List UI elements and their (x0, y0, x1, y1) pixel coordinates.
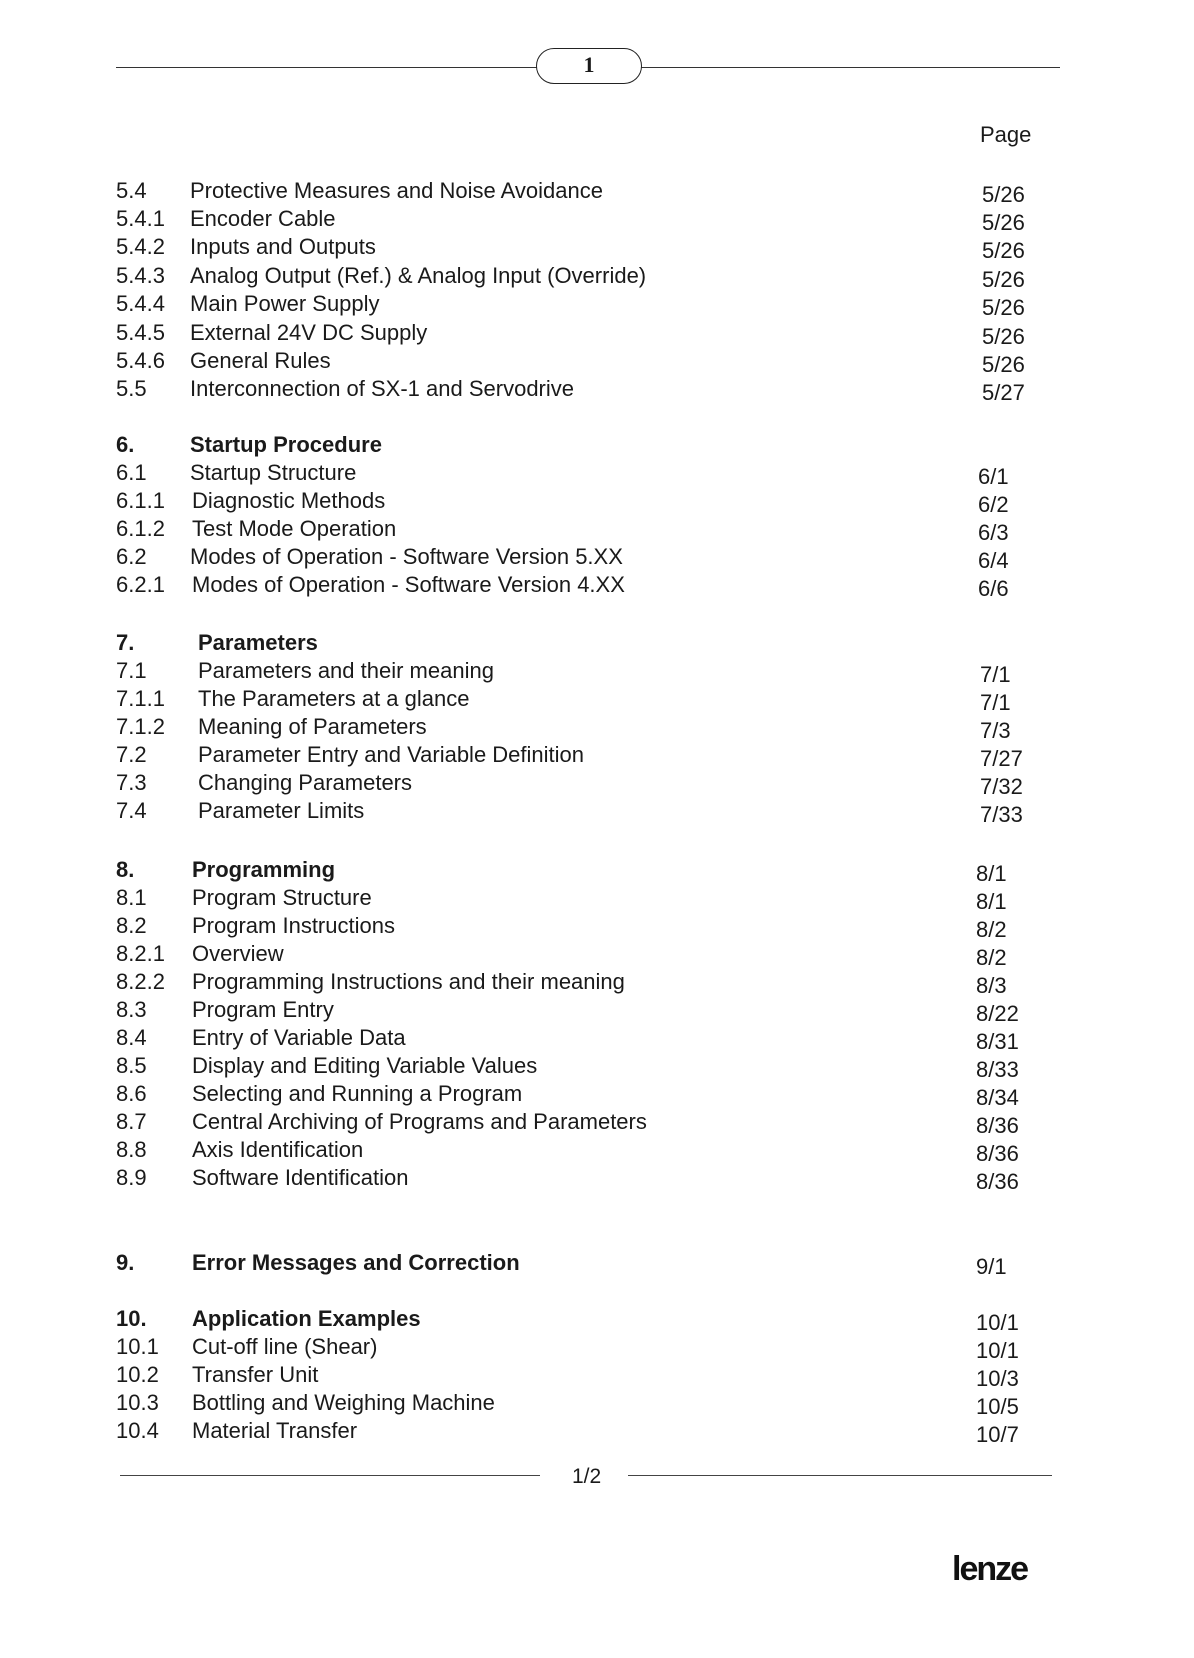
toc-entry-page: 8/2 (976, 917, 1007, 942)
toc-entry (0, 206, 1194, 235)
toc-entry-page: 10/5 (976, 1394, 1019, 1419)
footer-page-number: 1/2 (572, 1465, 602, 1488)
toc-entry-title: Protective Measures and Noise Avoidance (190, 178, 603, 203)
toc-entry-number: 7. (116, 630, 135, 655)
toc-entry-page: 5/26 (982, 295, 1025, 320)
toc-entry-title: Selecting and Running a Program (192, 1081, 523, 1106)
toc-entry-number: 8.6 (116, 1081, 147, 1106)
toc-entry-page: 6/2 (978, 492, 1009, 517)
toc-entry-title: Cut-off line (Shear) (192, 1334, 378, 1359)
toc-entry (0, 1334, 1194, 1363)
toc-entry (0, 714, 1194, 743)
toc-entry-page: 7/3 (980, 718, 1011, 743)
toc-entry-number: 8.3 (116, 997, 147, 1022)
toc-entry-number: 8.2.1 (116, 941, 165, 966)
toc-entry-number: 10.4 (116, 1418, 159, 1443)
toc-section-heading (0, 1250, 1194, 1279)
toc-entry-title: Program Structure (192, 885, 372, 910)
toc-section-heading (0, 630, 1194, 656)
toc-entry-page: 8/36 (976, 1113, 1019, 1138)
toc-entry-number: 10.1 (116, 1334, 159, 1359)
toc-entry (0, 686, 1194, 715)
toc-entry (0, 488, 1194, 517)
toc-entry-title: Error Messages and Correction (192, 1250, 520, 1275)
toc-entry-title: Encoder Cable (190, 206, 336, 231)
toc-entry-number: 6.1 (116, 460, 147, 485)
toc-entry (0, 516, 1194, 545)
toc-entry-page: 5/27 (982, 380, 1025, 405)
toc-entry-page: 8/22 (976, 1001, 1019, 1026)
toc-entry-number: 10.3 (116, 1390, 159, 1415)
toc-entry-number: 10. (116, 1306, 147, 1331)
toc-entry-title: Entry of Variable Data (192, 1025, 406, 1050)
toc-entry-number: 8.2 (116, 913, 147, 938)
toc-entry-title: Programming Instructions and their meaning (192, 969, 625, 994)
toc-entry-number: 8.1 (116, 885, 147, 910)
toc-entry-page: 7/1 (980, 662, 1011, 687)
toc-entry-title: Diagnostic Methods (192, 488, 386, 513)
toc-entry (0, 348, 1194, 377)
toc-entry-page: 10/3 (976, 1366, 1019, 1391)
toc-entry-number: 7.1 (116, 658, 147, 683)
toc-entry-number: 8.9 (116, 1165, 147, 1190)
toc-entry-number: 10.2 (116, 1362, 159, 1387)
toc-entry (0, 941, 1194, 970)
toc-entry-page: 9/1 (976, 1254, 1007, 1279)
toc-entry-title: Software Identification (192, 1165, 409, 1190)
toc-entry-number: 5.4.3 (116, 263, 165, 288)
page-column-label: Page (980, 122, 1032, 147)
footer-rule-right (628, 1475, 1052, 1476)
toc-entry-page: 8/1 (976, 861, 1007, 886)
toc-entry-title: Meaning of Parameters (198, 714, 427, 739)
toc-entry-page: 10/1 (976, 1310, 1019, 1335)
toc-entry-title: Main Power Supply (190, 291, 380, 316)
toc-entry (0, 1025, 1194, 1054)
chapter-tab: 1 (536, 48, 642, 84)
toc-section-heading (0, 857, 1194, 886)
toc-entry (0, 658, 1194, 687)
toc-entry (0, 263, 1194, 292)
toc-entry-title: The Parameters at a glance (198, 686, 470, 711)
toc-entry-title: Parameter Limits (198, 798, 365, 823)
toc-entry-page: 7/27 (980, 746, 1023, 771)
toc-entry (0, 572, 1194, 601)
toc-entry-title: External 24V DC Supply (190, 320, 428, 345)
toc-entry-title: Parameters and their meaning (198, 658, 494, 683)
toc-entry-page: 8/3 (976, 973, 1007, 998)
toc-entry-number: 7.3 (116, 770, 147, 795)
toc-entry-title: Display and Editing Variable Values (192, 1053, 538, 1078)
toc-entry-page: 8/34 (976, 1085, 1019, 1110)
toc-section-heading (0, 432, 1194, 458)
lenze-logo: lenze (952, 1550, 1028, 1588)
toc-entry (0, 1418, 1194, 1447)
toc-entry-number: 7.4 (116, 798, 147, 823)
toc-entry-number: 5.4 (116, 178, 147, 203)
toc-entry-page: 5/26 (982, 210, 1025, 235)
toc-entry-number: 5.5 (116, 376, 147, 401)
toc-entry-page: 5/26 (982, 352, 1025, 377)
toc-entry-title: Bottling and Weighing Machine (192, 1390, 495, 1415)
toc-entry (0, 460, 1194, 489)
toc-entry-page: 8/1 (976, 889, 1007, 914)
toc-entry-number: 6.1.1 (116, 488, 165, 513)
toc-entry (0, 178, 1194, 207)
toc-entry-title: Overview (192, 941, 284, 966)
toc-entry-page: 7/1 (980, 690, 1011, 715)
toc-entry-title: Program Entry (192, 997, 334, 1022)
toc-entry-page: 7/33 (980, 802, 1023, 827)
toc-entry-title: Changing Parameters (198, 770, 413, 795)
toc-entry-number: 6.2.1 (116, 572, 165, 597)
toc-entry-title: Startup Procedure (190, 432, 382, 457)
toc-entry-title: Axis Identification (192, 1137, 364, 1162)
toc-entry-title: Transfer Unit (192, 1362, 319, 1387)
toc-entry-number: 6.2 (116, 544, 147, 569)
header-rule-right (638, 67, 1060, 68)
toc-entry (0, 544, 1194, 573)
toc-entry (0, 770, 1194, 799)
toc-entry-title: Test Mode Operation (192, 516, 397, 541)
toc-entry-page: 8/31 (976, 1029, 1019, 1054)
toc-entry-title: Material Transfer (192, 1418, 358, 1443)
toc-entry (0, 1053, 1194, 1082)
toc-entry-page: 6/4 (978, 548, 1009, 573)
toc-entry (0, 1362, 1194, 1391)
toc-entry (0, 1390, 1194, 1419)
toc-entry-page: 5/26 (982, 324, 1025, 349)
toc-entry-number: 5.4.6 (116, 348, 165, 373)
toc-entry-title: Inputs and Outputs (190, 234, 376, 259)
toc-entry-number: 8.4 (116, 1025, 147, 1050)
toc-entry-number: 7.1.1 (116, 686, 165, 711)
toc-entry (0, 1165, 1194, 1194)
toc-entry-page: 7/32 (980, 774, 1023, 799)
toc-entry-title: Parameters (198, 630, 318, 655)
toc-entry-page: 5/26 (982, 238, 1025, 263)
toc-entry-number: 7.2 (116, 742, 147, 767)
toc-entry (0, 997, 1194, 1026)
toc-entry (0, 234, 1194, 263)
toc-entry (0, 376, 1194, 405)
header-rule-left (116, 67, 538, 68)
toc-entry-number: 6. (116, 432, 135, 457)
toc-entry (0, 885, 1194, 914)
toc-entry-number: 8.8 (116, 1137, 147, 1162)
toc-entry-page: 5/26 (982, 182, 1025, 207)
toc-entry-page: 10/1 (976, 1338, 1019, 1363)
toc-entry-title: Modes of Operation - Software Version 4.XX (192, 572, 625, 597)
toc-entry (0, 1137, 1194, 1166)
toc-entry-number: 8.7 (116, 1109, 147, 1134)
toc-entry-title: Parameter Entry and Variable Definition (198, 742, 585, 767)
toc-entry-number: 5.4.4 (116, 291, 165, 316)
toc-entry-title: Central Archiving of Programs and Parameters (192, 1109, 647, 1134)
toc-entry-number: 9. (116, 1250, 135, 1275)
toc-entry-page: 10/7 (976, 1422, 1019, 1447)
toc-entry-number: 5.4.5 (116, 320, 165, 345)
toc-entry (0, 1109, 1194, 1138)
toc-entry-title: Modes of Operation - Software Version 5.XX (190, 544, 623, 569)
toc-entry-number: 8.5 (116, 1053, 147, 1078)
toc-entry-page: 6/3 (978, 520, 1009, 545)
toc-entry-number: 8. (116, 857, 135, 882)
toc-entry-title: Analog Output (Ref.) & Analog Input (Override) (190, 263, 647, 288)
toc-entry-page: 8/36 (976, 1141, 1019, 1166)
toc-entry-number: 6.1.2 (116, 516, 165, 541)
toc-entry-title: Programming (192, 857, 336, 882)
toc-entry (0, 913, 1194, 942)
toc-entry-title: Program Instructions (192, 913, 395, 938)
toc-entry (0, 798, 1194, 827)
toc-entry (0, 291, 1194, 320)
toc-entry-title: Application Examples (192, 1306, 421, 1331)
toc-entry (0, 320, 1194, 349)
toc-entry-number: 7.1.2 (116, 714, 165, 739)
toc-entry-number: 5.4.1 (116, 206, 165, 231)
toc-entry-page: 8/33 (976, 1057, 1019, 1082)
toc-entry (0, 1081, 1194, 1110)
toc-entry-page: 8/2 (976, 945, 1007, 970)
toc-entry-number: 5.4.2 (116, 234, 165, 259)
toc-entry-title: General Rules (190, 348, 331, 373)
toc-entry-page: 8/36 (976, 1169, 1019, 1194)
toc-entry (0, 742, 1194, 771)
toc-entry-page: 5/26 (982, 267, 1025, 292)
toc-entry (0, 969, 1194, 998)
footer-rule-left (120, 1475, 540, 1476)
toc-entry-page: 6/1 (978, 464, 1009, 489)
toc-entry-number: 8.2.2 (116, 969, 165, 994)
toc-section-heading (0, 1306, 1194, 1335)
toc-entry-page: 6/6 (978, 576, 1009, 601)
toc-entry-title: Interconnection of SX-1 and Servodrive (190, 376, 575, 401)
toc-entry-title: Startup Structure (190, 460, 357, 485)
